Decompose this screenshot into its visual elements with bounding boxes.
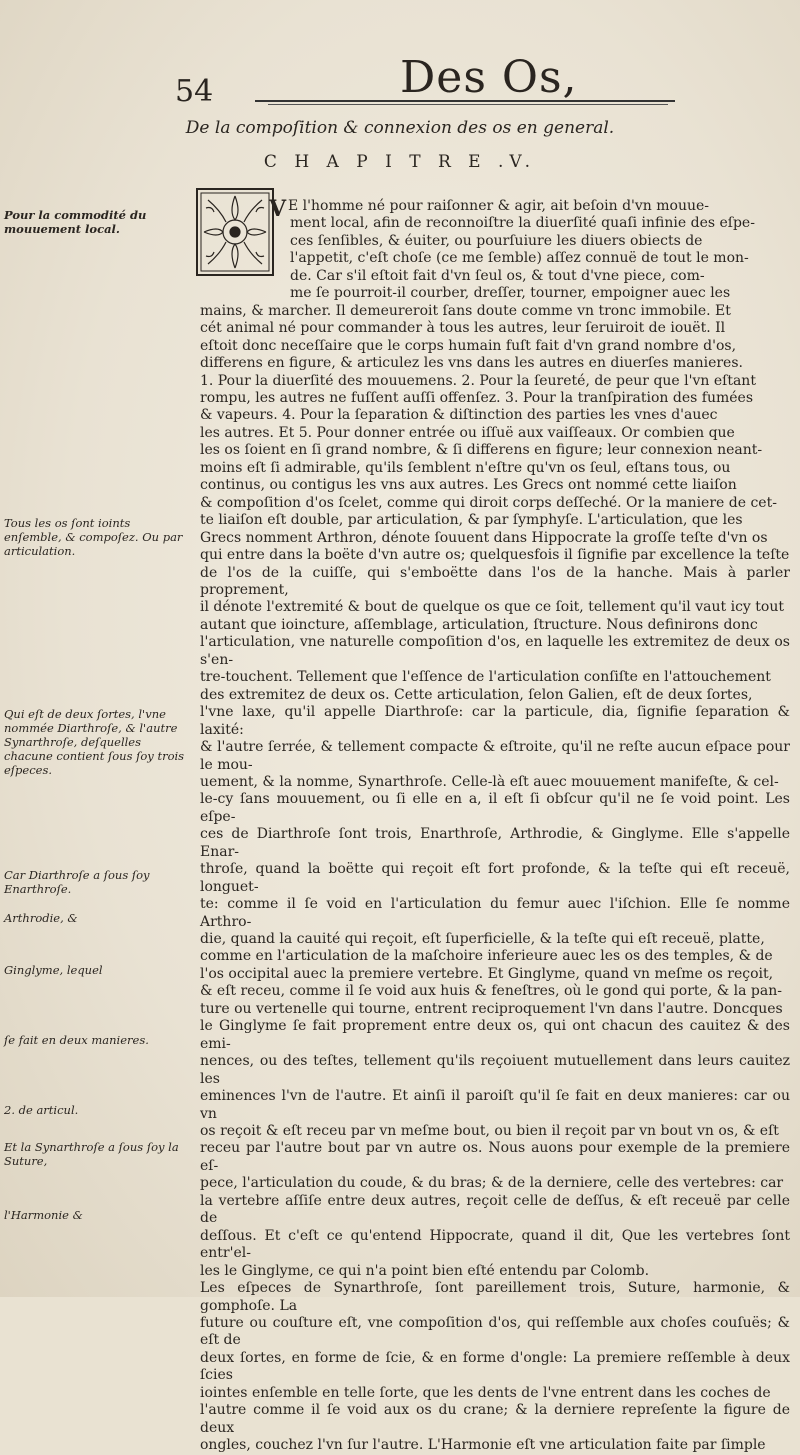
text-line: deux ſortes, en forme de ſcie, & en forme d'ongle: La premiere reſſemble à deux ſcies <box>200 1349 790 1384</box>
text-line: te: comme il ſe void en l'articulation du femur auec l'iſchion. Elle ſe nomme Arthro- <box>200 896 790 930</box>
text-line: les autres. Et 5. Pour donner entrée ou iſſuë aux vaiſſeaux. Or combien que <box>200 424 735 441</box>
text-line: comme en l'articulation de la maſchoire inferieure auec les os des temples, & de <box>200 948 773 965</box>
text-line: te liaiſon eſt double, par articulation, & par ſymphyſe. L'articulation, que les <box>200 512 743 529</box>
text-line: mains, & marcher. Il demeureroit ſans doute comme vn tronc immobile. Et <box>200 302 731 319</box>
text-line: throſe, quand la boëtte qui reçoit eſt fort profonde, & la teſte qui eſt receuë, longuet- <box>200 861 790 895</box>
margin-note: Qui eſt de deux ſortes, l'vne nommée Diarthroſe, & l'autre Synarthroſe, deſquelles chacune contient ſous ſoy trois eſpeces. <box>4 707 185 777</box>
margin-note: Pour la commodité du mouuement local. <box>4 208 147 236</box>
body-text <box>200 198 790 1455</box>
text-line: nences, ou des teſtes, tellement qu'ils reçoiuent mutuellement dans leurs cauitez les <box>200 1053 790 1087</box>
text-line: il dénote l'extremité & bout de quelque os que ce ſoit, tellement qu'il vaut icy tout <box>200 599 784 616</box>
margin-note: Et la Synarthroſe a ſous ſoy la Suture, <box>4 1140 179 1168</box>
text-line: 1. Pour la diuerſité des mouuemens. 2. Pour la ſeureté, de peur que l'vn eſtant <box>200 372 756 389</box>
text-line: E l'homme né pour raiſonner & agir, ait beſoin d'vn mouue- <box>288 198 710 214</box>
text-line: & eſt receu, comme il ſe void aux huis & feneſtres, où le gond qui porte, & la pan- <box>200 983 782 1000</box>
text-line: receu par l'autre bout par vn autre os. Nous auons pour exemple de la premiere eſ- <box>200 1140 790 1174</box>
text-line: pece, l'articulation du coude, & du bras; & de la derniere, celle des vertebres: car <box>200 1175 784 1192</box>
text-line: qui entre dans la boëte d'vn autre os; quelquesfois il ſignifie par excellence la teſte <box>200 547 790 564</box>
text-line: ture ou vertenelle qui tourne, entrent reciproquement l'vn dans l'autre. Doncques <box>200 1000 783 1017</box>
text-line: moins eſt ſi admirable, qu'ils ſemblent n'eſtre qu'vn os ſeul, eſtans tous, ou <box>200 459 731 476</box>
text-line: Les eſpeces de Synarthroſe, ſont pareillement trois, Suture, harmonie, & gomphoſe. La <box>200 1280 790 1314</box>
text-line: l'articulation, vne naturelle compoſition d'os, en laquelle les extremitez de deux os s'en- <box>200 634 790 668</box>
text-line: tre-touchent. Tellement que l'eſſence de l'articulation conſiſte en l'attouchement <box>200 669 771 686</box>
text-line: de. Car s'il eſtoit fait d'vn ſeul os, & tout d'vne piece, com- <box>290 267 705 284</box>
chapter-heading: C H A P I T R E .V. <box>263 152 537 172</box>
page-header <box>0 44 800 109</box>
text-line: autant que ioincture, aſſemblage, articulation, ſtructure. Nous definirons donc <box>200 616 758 633</box>
text-line: l'appetit, c'eſt choſe (ce me ſemble) aſſez connuë de tout le mon- <box>290 250 749 267</box>
text-line: & vapeurs. 4. Pour la ſeparation & diſtinction des parties les vnes d'auec <box>200 407 718 424</box>
text-line: l'autre comme il ſe void aux os du crane; & la derniere repreſente la figure de deux <box>200 1402 790 1436</box>
margin-note: l'Harmonie & <box>4 1208 83 1222</box>
margin-note: 2. de articul. <box>4 1103 79 1117</box>
header-rule-thin <box>268 104 668 105</box>
text-line: les le Ginglyme, ce qui n'a point bien eſté entendu par Colomb. <box>200 1262 650 1279</box>
text-line: continus, ou contigus les vns aux autres. Les Grecs ont nommé cette liaiſon <box>200 477 737 494</box>
margin-note: Arthrodie, & <box>4 911 78 925</box>
text-line: differens en figure, & articulez les vns dans les autres en diuerſes manieres. <box>200 355 743 372</box>
text-line: ment local, afin de reconnoiſtre la diuerſité quaſi infinie des eſpe- <box>290 215 755 232</box>
margin-note: ſe fait en deux manieres. <box>4 1033 149 1047</box>
text-line: eſtoit donc neceſſaire que le corps humain fuſt fait d'vn grand nombre d'os, <box>200 337 737 354</box>
text-line: eminences l'vn de l'autre. Et ainſi il paroiſt qu'il ſe fait en deux manieres: car ou vn <box>200 1088 790 1122</box>
text-line: la vertebre aſſiſe entre deux autres, reçoit celle de deſſus, & eſt receuë par celle de <box>200 1192 790 1227</box>
text-line: l'vne laxe, qu'il appelle Diarthroſe: car la particule, dia, ſignifie ſeparation & laxité: <box>200 704 790 738</box>
text-line: le-cy ſans mouuement, ou ſi elle en a, il eſt ſi obſcur qu'il ne ſe void point. Les eſpe- <box>200 791 790 825</box>
section-title: De la compoſition & connexion des os en general. <box>185 118 615 138</box>
text-line: cét animal né pour commander à tous les autres, leur ſeruiroit de iouët. Il <box>200 320 726 337</box>
text-line: iointes enſemble en telle ſorte, que les dents de l'vne entrent dans les coches de <box>200 1384 771 1401</box>
text-line: me ſe pourroit-il courber, dreſſer, tourner, empoigner auec les <box>290 285 731 302</box>
text-line: ces ſenſibles, & éuiter, ou pourſuiure les diuers obiects de <box>290 232 703 249</box>
text-line: l'os occipital auec la premiere vertebre. Et Ginglyme, quand vn meſme os reçoit, <box>200 965 774 982</box>
text-line: de l'os de la cuiſſe, qui s'emboëtte dans l'os de la hanche. Mais à parler proprement, <box>200 564 790 598</box>
text-line: des extremitez de deux os. Cette articulation, ſelon Galien, eſt de deux ſortes, <box>200 686 753 703</box>
text-line: le Ginglyme ſe fait proprement entre deux os, qui ont chacun des cauitez & des emi- <box>200 1018 790 1052</box>
text-line: rompu, les autres ne fuſſent auſſi offenſez. 3. Pour la tranſpiration des fumées <box>200 389 754 406</box>
text-line: die, quand la cauité qui reçoit, eſt ſuperficielle, & la teſte qui eſt receuë, platte, <box>200 931 765 948</box>
margin-note: Car Diarthroſe a ſous ſoy Enarthroſe. <box>4 868 150 896</box>
text-line: os reçoit & eſt receu par vn meſme bout, ou bien il reçoit par vn bout vn os, & eſt <box>200 1123 779 1140</box>
drop-cap: V <box>269 196 287 222</box>
running-title: Des Os, <box>400 52 578 103</box>
text-line: ces de Diarthroſe ſont trois, Enarthroſe, Arthrodie, & Ginglyme. Elle s'appelle Enar- <box>200 826 790 860</box>
margin-note: Tous les os ſont ioints enſemble, & compoſez. Ou par articulation. <box>4 516 183 558</box>
text-line: ongles, couchez l'vn ſur l'autre. L'Harmonie eſt vne articulation faite par ſimple <box>200 1437 766 1454</box>
text-line: deſſous. Et c'eſt ce qu'entend Hippocrate, quand il dit, Que les vertebres ſont entr'el- <box>200 1227 790 1262</box>
header-rule <box>255 100 675 102</box>
text-line: & l'autre ſerrée, & tellement compacte & eſtroite, qu'il ne reſte aucun eſpace pour le mou- <box>200 739 790 773</box>
text-line: les os ſoient en ſi grand nombre, & ſi differens en figure; leur connexion neant- <box>200 442 763 459</box>
margin-note: Ginglyme, lequel <box>4 963 103 977</box>
text-line: uement, & la nomme, Synarthroſe. Celle-là eſt auec mouuement manifeſte, & cel- <box>200 773 779 790</box>
text-line: future ou couſture eſt, vne compoſition d'os, qui reſſemble aux choſes couſuës; & eſt de <box>200 1315 790 1349</box>
text-line: & compoſition d'os ſcelet, comme qui diroit corps deſſeché. Or la maniere de cet- <box>200 494 777 511</box>
page-number: 54 <box>175 74 214 109</box>
text-line: Grecs nomment Arthron, dénote ſouuent dans Hippocrate la groſſe teſte d'vn os <box>200 529 768 546</box>
